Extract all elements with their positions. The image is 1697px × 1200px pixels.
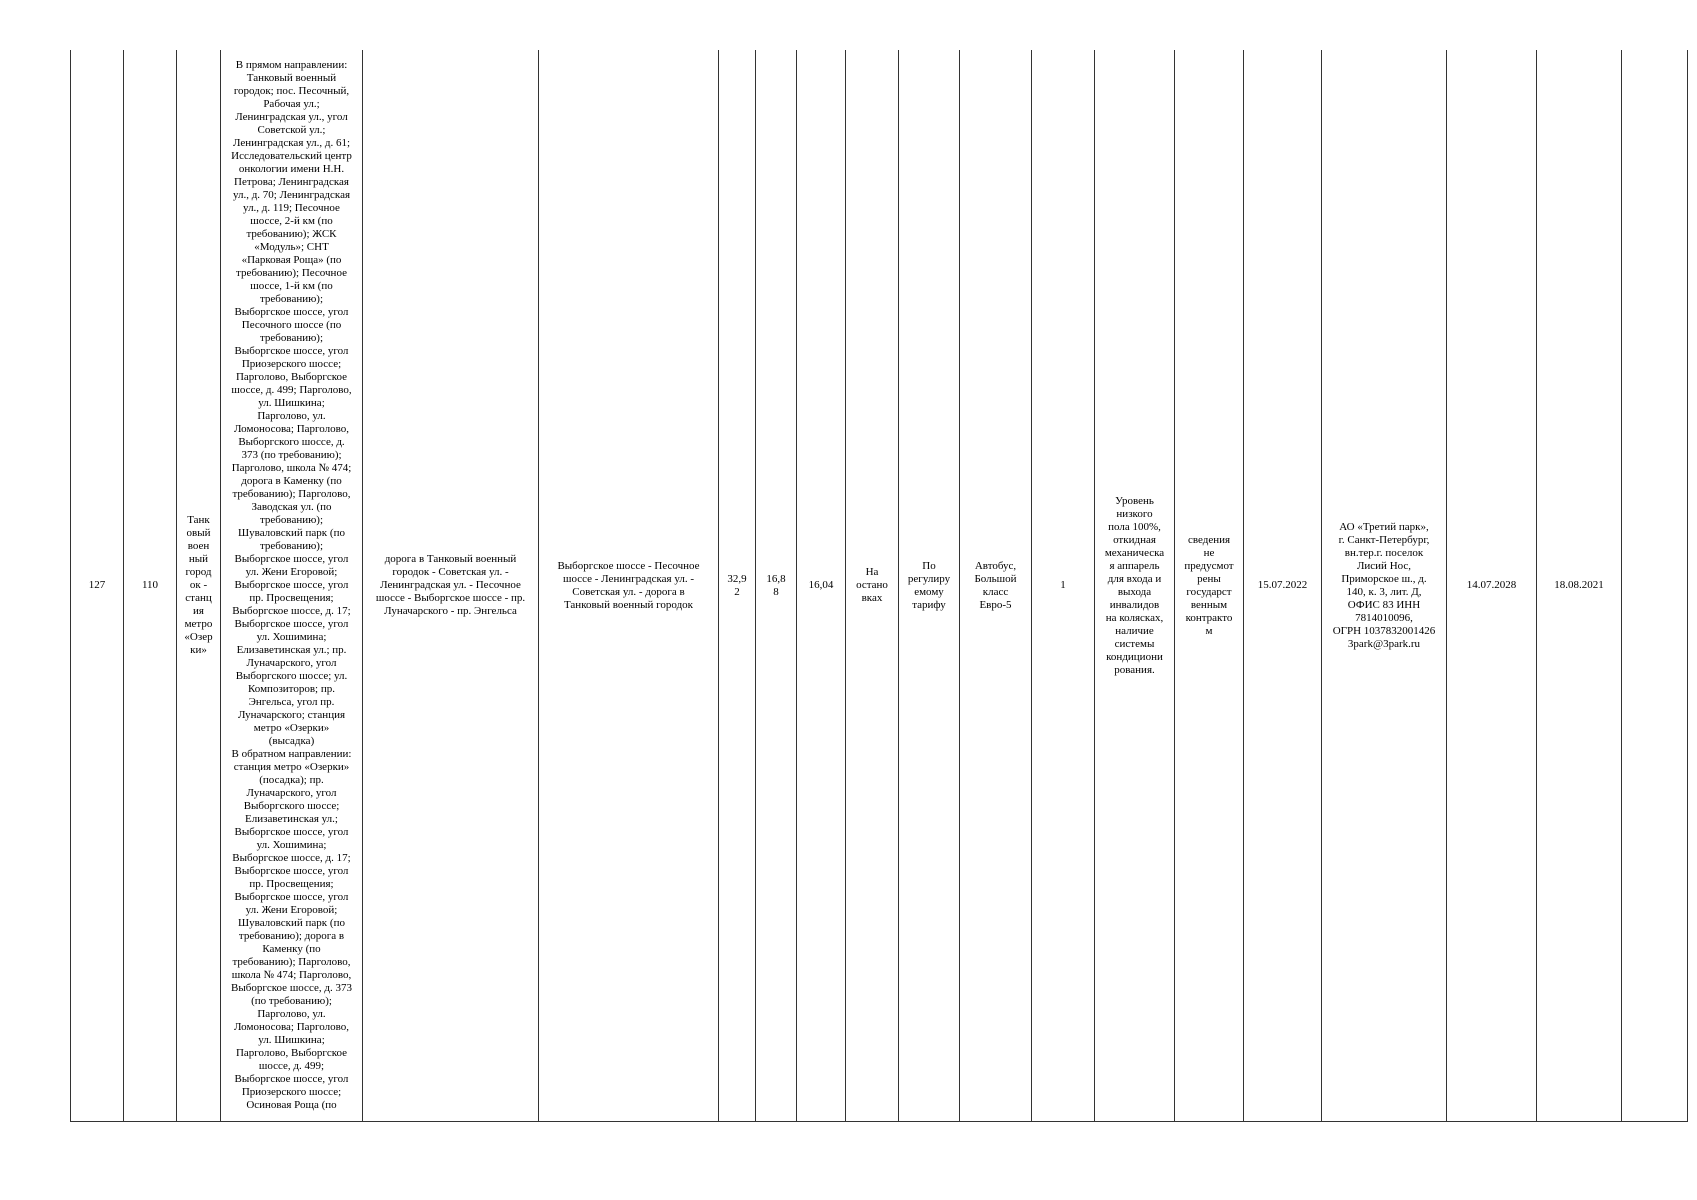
text-line: Танковый военный [246,72,337,84]
text-line: системы [1114,637,1155,650]
length-backward-cell [756,50,797,1122]
text-line: класс [982,585,1009,598]
text-line: Луначарского, угол [246,657,337,669]
text-line: Выборгского шоссе, д. [238,436,345,448]
text-line: требованию); [259,514,324,526]
text-line: (по требованию); [251,995,332,1007]
text-line: 7814010096, [1355,611,1413,624]
text-line: Композиторов; пр. [248,683,335,695]
empty-cell [1622,50,1688,1122]
text-line: ул., д. 70; Ленинградская [232,189,351,201]
text-line: «Озер [184,631,213,643]
text-line: предусмот [1184,559,1234,572]
text-line: государст [1186,585,1232,598]
text-line: 373 (по требованию); [241,449,342,461]
text-line: контракто [1185,611,1233,624]
vehicle-type-cell [960,50,1032,1122]
text-line: Выборгское шоссе, угол [234,306,349,318]
text-line: Парголово, школа № 474; [231,462,352,474]
text-line: АО «Третий парк», [1339,520,1429,533]
text-line: ул. Шишкина; [258,397,325,409]
text-line: Луначарского; станция [237,709,346,721]
stops-cell [221,50,363,1122]
text-line: требованию); [259,540,324,552]
text-line: Ломоносова; Парголово, [234,1021,349,1033]
text-line: пр. Просвещения; [249,878,334,890]
text-line: Выборгское шоссе, д. 373 [231,982,352,994]
text-line: ный [188,553,209,565]
text-line: шоссе, 1-й км (по [250,280,333,292]
text-line: Советская ул. - дорога в [572,585,685,598]
text-line: Выборгское шоссе, угол [234,553,349,565]
text-line: Советской ул.; [257,124,326,136]
text-line: Уровень [1115,494,1154,507]
text-line: Песочного шоссе (по [241,319,342,331]
text-line: шоссе, д. 499; [258,1060,325,1072]
text-line: откидная [1113,533,1156,546]
text-line: воен [187,540,210,552]
text-line: Выборгское шоссе, угол [234,345,349,357]
text-line: 8 [773,585,779,598]
text-line: шоссе, д. 499; Парголово, [231,384,352,396]
text-line: ОГРН 1037832001426 [1332,624,1436,637]
text-line: требованию); [259,332,324,344]
text-line: не [1203,546,1215,559]
text-line: Выборгского шоссе; ул. [235,670,348,682]
text-line: регулиру [907,572,951,585]
text-line: Елизаветинская ул.; пр. [236,644,347,656]
text-line: Парголово, ул. [257,1008,326,1020]
text-line: Выборгского шоссе; [243,800,340,812]
contract-end-date-cell: 14.07.2028 [1447,50,1537,1122]
text-line: Выборгское шоссе, д. 17; [232,605,351,617]
text-line: ия [193,605,204,617]
text-line: Осиновая Роща (по [246,1099,337,1111]
text-line: Выборгское шоссе, угол [234,579,349,591]
text-line: школа № 474; Парголово, [231,969,352,981]
text-line: г. Санкт-Петербург, [1338,533,1430,546]
text-line: пр. Просвещения; [249,592,334,604]
text-line: На [865,566,879,578]
text-line: Автобус, [974,559,1017,572]
boarding-procedure-cell [846,50,899,1122]
text-line: требованию); ЖСК [246,228,337,240]
extra-length-cell: 16,04 [797,50,846,1122]
text-line: остано [856,579,888,591]
text-line: овый [186,527,211,539]
text-line: дорога в Каменку (по [241,475,342,487]
text-line: Шуваловский парк (по [238,527,345,539]
text-line: Ломоносова; Парголово, [234,423,349,435]
text-line: м [1205,624,1213,637]
text-line: метро «Озерки» [253,722,330,734]
text-line: Луначарского - пр. Энгельса [384,605,517,617]
text-line: сведения [1187,533,1231,546]
text-line: требованию); Песочное [236,267,347,279]
route-name-cell [177,50,221,1122]
text-line: ул. Хошимина; [256,839,327,851]
text-line: Шуваловский парк (по [238,917,345,929]
text-line: Выборгское шоссе, угол [234,891,349,903]
text-line: шоссе, 2-й км (по [250,215,333,227]
text-line: 2 [734,585,740,598]
text-line: низкого [1116,507,1153,520]
text-line: ул. Жени Егоровой; [245,566,338,578]
text-line: городок - Советская ул. - [392,566,509,578]
text-line: инвалидов [1109,598,1160,611]
text-line: Заводская ул. (по [251,501,332,513]
tariff-type-cell [899,50,960,1122]
text-line: требованию); Парголово, [232,956,351,968]
text-line: ул. Хошимина; [256,631,327,643]
text-line: «Модуль»; СНТ [254,241,329,253]
text-line: ул., д. 119; Песочное [243,202,340,214]
text-line: ул. Жени Егоровой; [245,904,338,916]
text-line: 32,9 [727,572,747,585]
text-line: Выборгское шоссе - Песочное [557,559,700,572]
text-line: Елизаветинская ул.; [245,813,338,825]
text-line: Танк [187,514,210,526]
contract-info-cell [1175,50,1244,1122]
text-line: рования. [1114,663,1155,676]
registry-table [70,50,1688,1122]
text-line: Ленинградская ул., угол [235,111,348,123]
text-line: наличие [1115,624,1154,637]
text-line: Лисий Нос, [1356,559,1412,572]
text-line: рены [1197,572,1221,585]
reg-number-cell: 127 [71,50,124,1122]
text-line: для входа и [1107,572,1162,585]
text-line: 140, к. 3, лит. Д, [1346,585,1422,598]
length-forward-cell [719,50,756,1122]
text-line: шоссе - Ленинградская ул. - [562,572,695,585]
text-line: шоссе - Выборгское шоссе - пр. [375,592,526,604]
text-line: онкологии имени Н.Н. [238,163,345,175]
text-line: тарифу [912,598,946,611]
table-row [71,50,1688,1122]
text-line: Ленинградская ул. - Песочное [380,579,521,591]
text-line: Парголово, Выборгское [235,371,348,383]
text-line: Выборгское шоссе, д. 17; [232,852,351,864]
text-line: Большой [974,572,1017,585]
text-line: механическа [1104,546,1165,559]
carrier-cell [1322,50,1447,1122]
text-line: требованию); дорога в [238,930,345,942]
text-line: кондициони [1106,650,1163,663]
text-line: «Парковая Роща» (по [241,254,342,266]
text-line: ок - [189,579,208,591]
text-line: станц [185,592,212,604]
text-line: Петрова; Ленинградская [234,176,349,188]
characteristics-cell [1095,50,1175,1122]
text-line: Выборгское шоссе, угол [234,618,349,630]
text-line: Выборгское шоссе, угол [234,1073,349,1085]
text-line: Евро-5 [979,598,1012,611]
streets-forward-cell [363,50,539,1122]
text-line: я аппарель [1109,559,1160,572]
text-line: ки» [190,644,207,656]
text-line: (высадка) [268,735,315,747]
text-line: Выборгское шоссе, угол [234,865,349,877]
text-line: емому [914,585,944,598]
text-line: пола 100%, [1108,520,1161,533]
text-line: В обратном направлении: [231,748,352,760]
text-line: вках [861,592,883,604]
text-line: (посадка); пр. [259,774,324,786]
start-date-cell: 15.07.2022 [1244,50,1322,1122]
text-line: требованию); Парголово, [232,488,351,500]
text-line: Парголово, ул. [257,410,326,422]
text-line: По [922,559,936,572]
text-line: городок; пос. Песочный, [233,85,350,97]
text-line: дорога в Танковый военный [384,553,517,565]
text-line: Танковый военный городок [563,598,694,611]
text-line: город [185,566,212,578]
text-line: вн.тер.г. поселок [1344,546,1424,559]
text-line: выхода [1117,585,1152,598]
text-line: Ленинградская ул., д. 61; [232,137,351,149]
text-line: Приозерского шоссе; [241,358,342,370]
text-line: Исследовательский центр [231,150,352,162]
streets-backward-cell [539,50,719,1122]
text-line: В прямом направлении: [235,59,348,71]
text-line: ОФИС 83 ИНН [1347,598,1421,611]
registry-date-cell: 18.08.2021 [1537,50,1622,1122]
text-line: метро [184,618,213,630]
text-line: Рабочая ул.; [263,98,320,110]
text-line: Энгельса, угол пр. [248,696,335,708]
text-line: 3park@3park.ru [1347,637,1421,650]
text-line: Приозерского шоссе; [241,1086,342,1098]
text-line: Каменку (по [262,943,321,955]
text-line: Выборгское шоссе, угол [234,826,349,838]
text-line: Луначарского, угол [246,787,337,799]
text-line: станция метро «Озерки» [233,761,350,773]
text-line: ул. Шишкина; [258,1034,325,1046]
vehicle-count-cell: 1 [1032,50,1095,1122]
text-line: на колясках, [1105,611,1164,624]
text-line: требованию); [259,293,324,305]
route-number-cell: 110 [124,50,177,1122]
text-line: венным [1190,598,1228,611]
text-line: Парголово, Выборгское [235,1047,348,1059]
text-line: Приморское ш., д. [1341,572,1427,585]
text-line: 16,8 [766,572,786,585]
